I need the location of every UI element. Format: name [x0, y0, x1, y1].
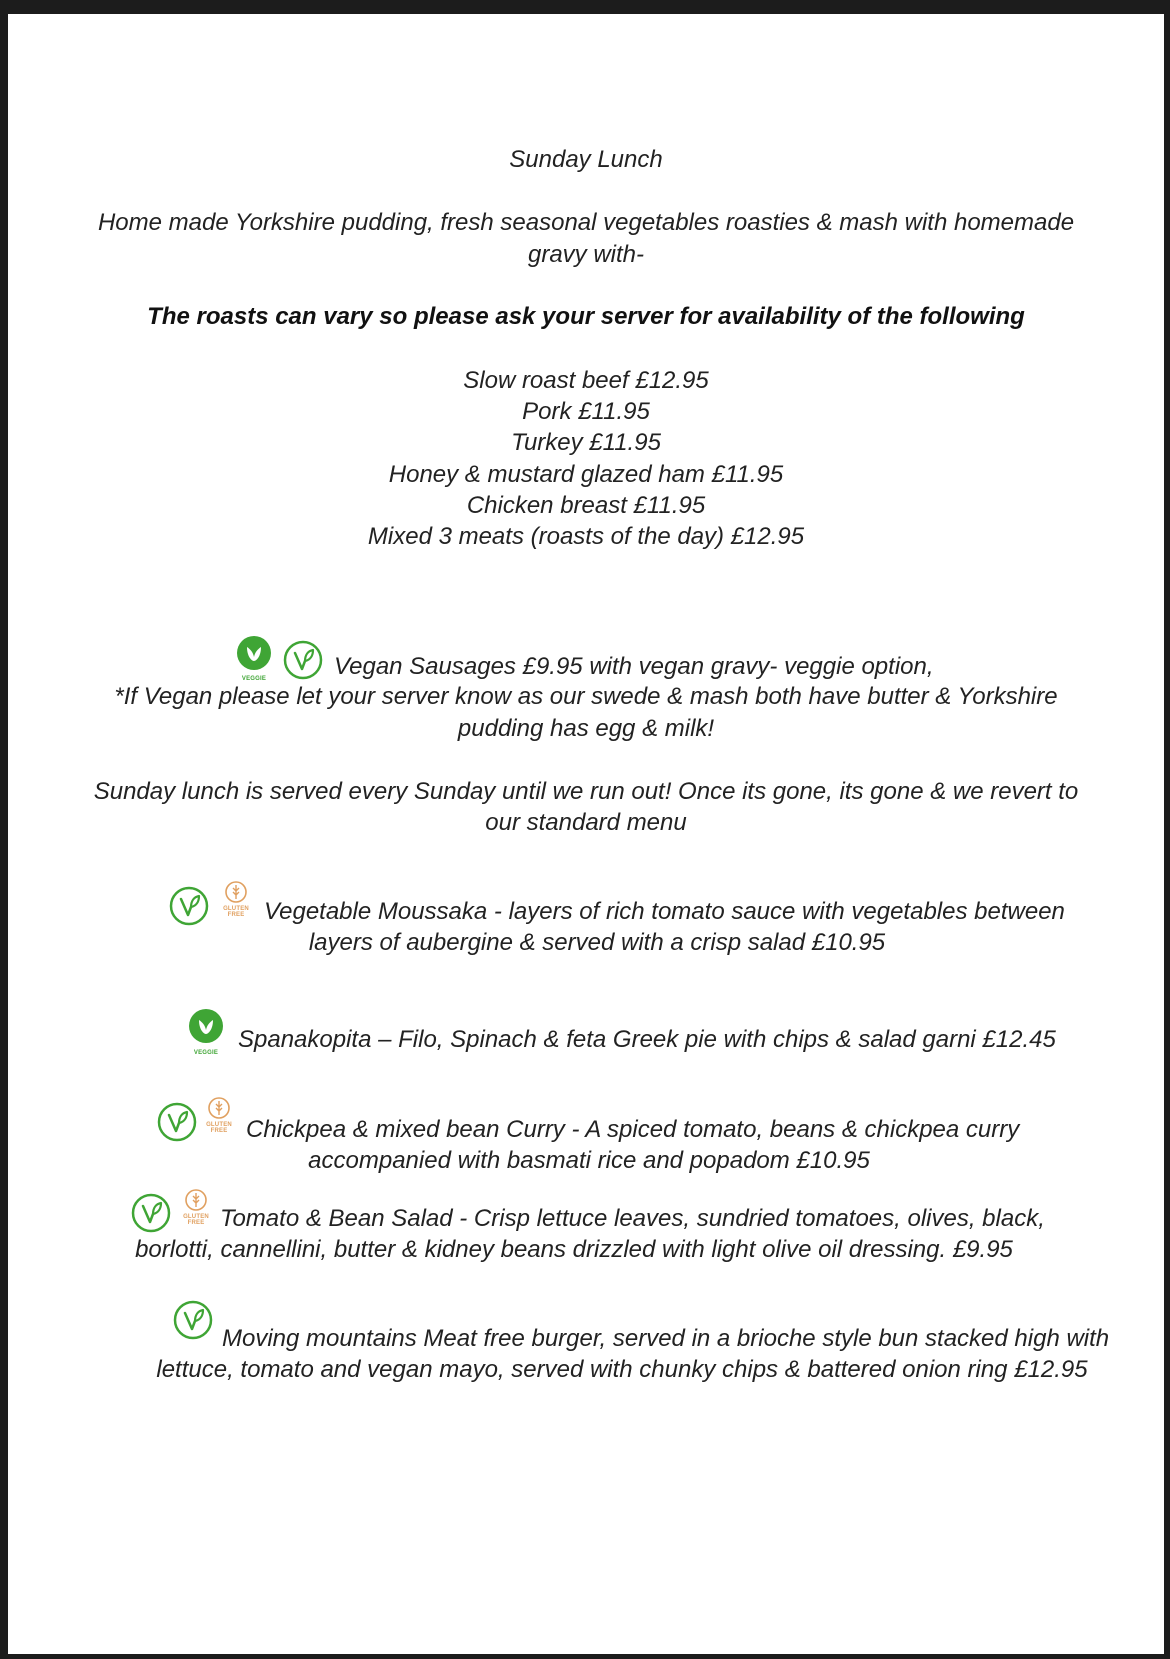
served-note-line-1: Sunday lunch is served every Sunday until we run out! Once its gone, its gone & we revert to [93, 778, 1079, 805]
roast-item: Mixed 3 meats (roasts of the day) £12.95 [367, 523, 805, 550]
menu-page [8, 14, 1164, 1654]
intro-line-1: Home made Yorkshire pudding, fresh seasonal vegetables roasties & mash with homemade [97, 209, 1075, 236]
page-title: Sunday Lunch [509, 146, 663, 173]
veggie-icon [186, 1006, 226, 1046]
dish-line: accompanied with basmati rice and popadom £10.95 [308, 1147, 870, 1174]
gluten-free-label: GLUTEN FREE [223, 906, 249, 918]
dish-line: Tomato & Bean Salad - Crisp lettuce leaves, sundried tomatoes, olives, black, [220, 1205, 1045, 1232]
gluten-free-label: GLUTEN FREE [183, 1214, 209, 1226]
served-note-line-2: our standard menu [485, 809, 687, 836]
veggie-label: VEGGIE [193, 1050, 219, 1056]
veggie-label: VEGGIE [241, 676, 267, 682]
vegan-icon [130, 1192, 172, 1234]
gluten-free-icon [207, 1096, 231, 1120]
vegan-icon [172, 1299, 214, 1341]
gluten-free-label: GLUTEN FREE [206, 1122, 232, 1134]
veggie-icon [234, 633, 274, 673]
dish-line: Chickpea & mixed bean Curry - A spiced tomato, beans & chickpea curry [246, 1116, 1020, 1143]
dish-line: borlotti, cannellini, butter & kidney beans drizzled with light olive oil dressing. £9.95 [135, 1236, 1013, 1263]
gluten-free-icon [184, 1188, 208, 1212]
availability-notice: The roasts can vary so please ask your server for availability of the following [147, 303, 1025, 330]
roast-item: Chicken breast £11.95 [466, 492, 706, 519]
dish-line: Vegetable Moussaka - layers of rich tomato sauce with vegetables between [264, 898, 1065, 925]
vegan-icon [168, 885, 210, 927]
vegan-note-line-1: *If Vegan please let your server know as our swede & mash both have butter & Yorkshire [114, 683, 1058, 710]
vegan-note-line-2: pudding has egg & milk! [457, 715, 715, 742]
vegan-icon [282, 639, 324, 681]
roast-item: Pork £11.95 [522, 398, 650, 425]
roast-item: Slow roast beef £12.95 [463, 367, 709, 394]
dish-line: Moving mountains Meat free burger, served in a brioche style bun stacked high with [222, 1325, 1110, 1352]
dish-line: layers of aubergine & served with a crisp salad £10.95 [308, 929, 886, 956]
roast-item: Honey & mustard glazed ham £11.95 [388, 461, 784, 488]
dish-line: Spanakopita – Filo, Spinach & feta Greek pie with chips & salad garni £12.45 [238, 1026, 1056, 1053]
intro-line-2: gravy with- [527, 241, 645, 268]
dish-line: lettuce, tomato and vegan mayo, served with chunky chips & battered onion ring £12.95 [156, 1356, 1088, 1383]
vegan-icon [156, 1101, 198, 1143]
roast-item: Turkey £11.95 [511, 429, 661, 456]
vegan-sausages-line: Vegan Sausages £9.95 with vegan gravy- veggie option, [334, 653, 934, 680]
gluten-free-icon [224, 880, 248, 904]
